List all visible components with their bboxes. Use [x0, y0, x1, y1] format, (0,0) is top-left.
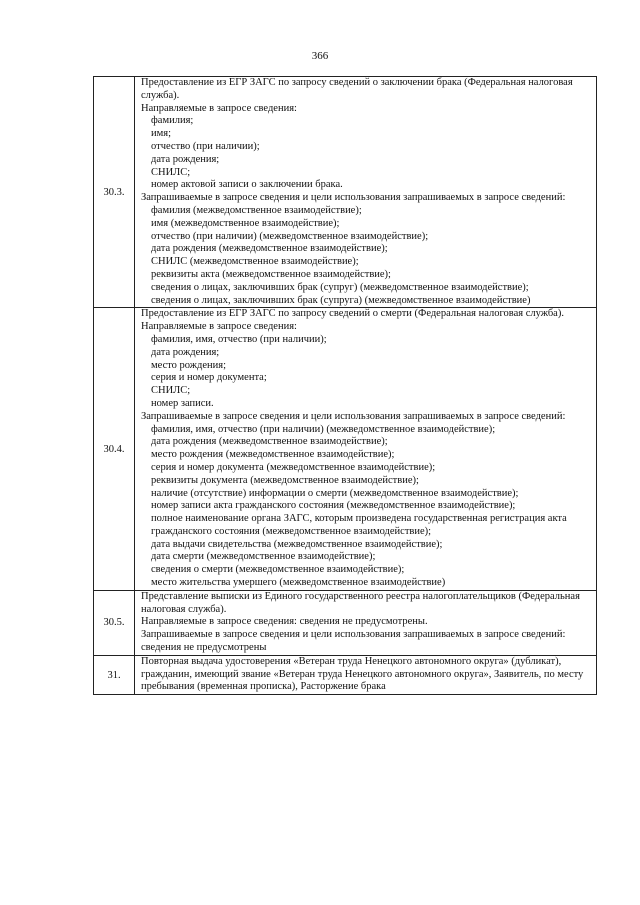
list-item: место жительства умершего (межведомственное взаимодействие) [151, 577, 446, 589]
list-item: дата смерти (межведомственное взаимодействие); [151, 551, 376, 563]
row-content [135, 655, 597, 694]
paragraph: Запрашиваемые в запросе сведения и цели использования запрашиваемых в запросе сведений: сведения не предусмотрены [141, 629, 566, 654]
table-row [94, 308, 597, 591]
paragraph: Предоставление из ЕГР ЗАГС по запросу сведений о заключении брака (Федеральная налоговая служба). [141, 77, 573, 101]
list-item: имя (межведомственное взаимодействие); [151, 217, 340, 229]
paragraph: Представление выписки из Единого государственного реестра налогоплательщиков (Федеральная налоговая служба). [141, 590, 580, 615]
list-item: СНИЛС; [151, 385, 191, 397]
list-item: реквизиты акта (межведомственное взаимодействие); [151, 268, 391, 280]
paragraph: Предоставление из ЕГР ЗАГС по запросу сведений о смерти (Федеральная налоговая служба). [141, 308, 564, 320]
table-row [94, 77, 597, 308]
row-number: 30.5. [94, 590, 135, 655]
paragraph: Направляемые в запросе сведения: сведения не предусмотрены. [141, 616, 428, 628]
list-item: дата рождения; [151, 346, 220, 358]
paragraph: Запрашиваемые в запросе сведения и цели использования запрашиваемых в запросе сведений: [141, 192, 566, 204]
page-number: 366 [311, 50, 329, 62]
row-number: 31. [94, 655, 135, 694]
row-number: 30.4. [94, 308, 135, 591]
table-row [94, 590, 597, 655]
list-item: место рождения (межведомственное взаимодействие); [151, 449, 395, 461]
paragraph: Направляемые в запросе сведения: [141, 321, 297, 333]
list-item: фамилия (межведомственное взаимодействие); [151, 204, 362, 216]
paragraph: Направляемые в запросе сведения: [141, 102, 297, 114]
list-item: наличие (отсутствие) информации о смерти (межведомственное взаимодействие); [151, 487, 519, 499]
row-content [135, 77, 597, 308]
list-item: дата рождения (межведомственное взаимодействие); [151, 243, 388, 255]
table-body [94, 77, 597, 695]
row-content [135, 308, 597, 591]
list-item: СНИЛС; [151, 166, 191, 178]
paragraph: Запрашиваемые в запросе сведения и цели использования запрашиваемых в запросе сведений: [141, 410, 566, 422]
list-item: СНИЛС (межведомственное взаимодействие); [151, 256, 359, 268]
list-item: номер записи акта гражданского состояния (межведомственное взаимодействие); [151, 500, 516, 512]
list-item: сведения о лицах, заключивших брак (супруга) (межведомственное взаимодействие) [151, 294, 531, 306]
list-item: серия и номер документа (межведомственное взаимодействие); [151, 461, 436, 473]
list-item: дата выдачи свидетельства (межведомственное взаимодействие); [151, 538, 443, 550]
list-item: серия и номер документа; [151, 372, 267, 384]
list-item: сведения о лицах, заключивших брак (супруг) (межведомственное взаимодействие); [151, 281, 529, 293]
list-item: имя; [151, 128, 172, 140]
list-item: фамилия, имя, отчество (при наличии) (межведомственное взаимодействие); [151, 423, 496, 435]
list-item: отчество (при наличии); [151, 140, 260, 152]
list-item: место рождения; [151, 359, 227, 371]
row-number: 30.3. [94, 77, 135, 308]
list-item: реквизиты документа (межведомственное взаимодействие); [151, 474, 419, 486]
paragraph: Повторная выдача удостоверения «Ветеран труда Ненецкого автономного округа» (дубликат), гражданин, имеющий звание «Ветеран труда Ненецкого автономного округа», Заявитель, по месту пребывания (временная прописка), Расторжение брака [141, 655, 584, 693]
list-item: дата рождения (межведомственное взаимодействие); [151, 436, 388, 448]
row-content [135, 590, 597, 655]
services-table [93, 76, 597, 695]
list-item: номер записи. [151, 397, 214, 409]
list-item: фамилия, имя, отчество (при наличии); [151, 333, 327, 345]
table-row [94, 655, 597, 694]
list-item: сведения о смерти (межведомственное взаимодействие); [151, 564, 405, 576]
list-item: дата рождения; [151, 153, 220, 165]
list-item: номер актовой записи о заключении брака. [151, 179, 343, 191]
list-item: полное наименование органа ЗАГС, которым произведена государственная регистрация акта гражданского состояния (межведомственное взаимодействие); [151, 513, 567, 537]
list-item: отчество (при наличии) (межведомственное взаимодействие); [151, 230, 429, 242]
list-item: фамилия; [151, 115, 194, 127]
